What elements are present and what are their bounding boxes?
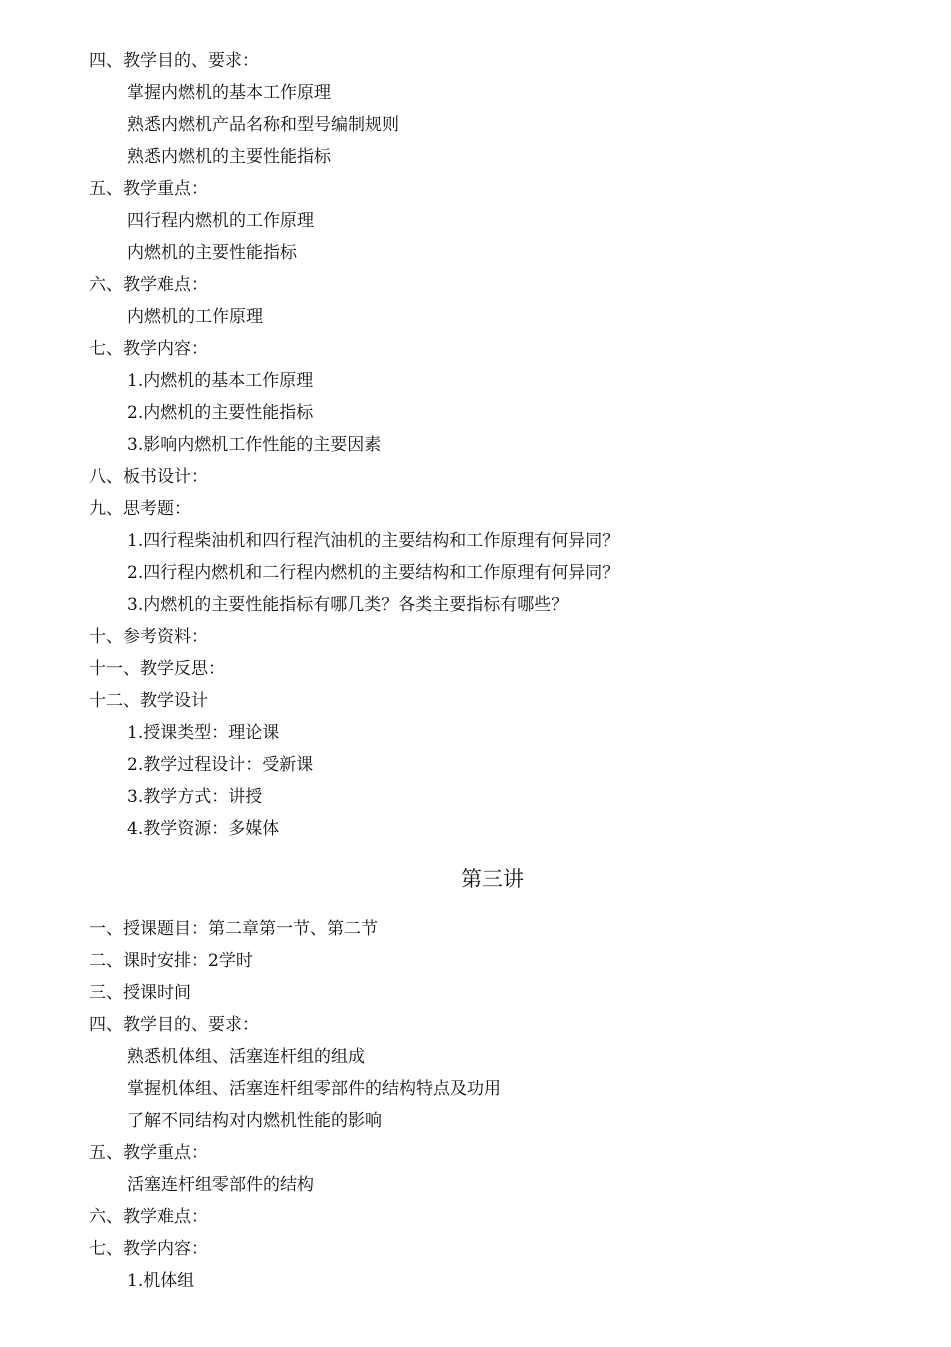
- heading-teaching-focus: 五、教学重点：: [89, 1143, 208, 1163]
- heading-teaching-objectives: 四、教学目的、要求：: [89, 1015, 259, 1035]
- heading-teaching-focus: 五、教学重点：: [89, 179, 208, 199]
- list-item: 3.教学方式：讲授: [127, 787, 263, 807]
- list-item: 2.四行程内燃机和二行程内燃机的主要结构和工作原理有何异同？: [127, 563, 620, 583]
- heading-class-time: 三、授课时间: [89, 983, 191, 1003]
- heading-references: 十、参考资料：: [89, 627, 208, 647]
- heading-teaching-difficulty: 六、教学难点：: [89, 1207, 208, 1227]
- list-item: 熟悉内燃机产品名称和型号编制规则: [127, 115, 399, 135]
- list-item: 内燃机的主要性能指标: [127, 243, 297, 263]
- list-item: 1.机体组: [127, 1271, 195, 1291]
- list-item: 四行程内燃机的工作原理: [127, 211, 314, 231]
- list-item: 了解不同结构对内燃机性能的影响: [127, 1111, 382, 1131]
- list-item: 1.授课类型：理论课: [127, 723, 280, 743]
- heading-class-hours: 二、课时安排：2学时: [89, 951, 253, 971]
- list-item: 4.教学资源：多媒体: [127, 819, 280, 839]
- list-item: 3.影响内燃机工作性能的主要因素: [127, 435, 382, 455]
- heading-teaching-objectives: 四、教学目的、要求：: [89, 51, 259, 71]
- heading-teaching-content: 七、教学内容：: [89, 1239, 208, 1259]
- list-item: 2.教学过程设计：受新课: [127, 755, 314, 775]
- heading-board-design: 八、板书设计：: [89, 467, 208, 487]
- list-item: 2.内燃机的主要性能指标: [127, 403, 314, 423]
- list-item: 熟悉内燃机的主要性能指标: [127, 147, 331, 167]
- list-item: 3.内燃机的主要性能指标有哪几类？各类主要指标有哪些？: [127, 595, 569, 615]
- list-item: 1.内燃机的基本工作原理: [127, 371, 314, 391]
- list-item: 掌握机体组、活塞连杆组零部件的结构特点及功用: [127, 1079, 501, 1099]
- heading-teaching-content: 七、教学内容：: [89, 339, 208, 359]
- list-item: 掌握内燃机的基本工作原理: [127, 83, 331, 103]
- heading-course-topic: 一、授课题目：第二章第一节、第二节: [89, 919, 378, 939]
- list-item: 活塞连杆组零部件的结构: [127, 1175, 314, 1195]
- list-item: 内燃机的工作原理: [127, 307, 263, 327]
- heading-teaching-difficulty: 六、教学难点：: [89, 275, 208, 295]
- heading-teaching-design: 十二、教学设计: [89, 691, 208, 711]
- lecture-title: 第三讲: [461, 867, 524, 891]
- list-item: 熟悉机体组、活塞连杆组的组成: [127, 1047, 365, 1067]
- heading-reflection: 十一、教学反思：: [89, 659, 225, 679]
- heading-questions: 九、思考题：: [89, 499, 191, 519]
- list-item: 1.四行程柴油机和四行程汽油机的主要结构和工作原理有何异同？: [127, 531, 620, 551]
